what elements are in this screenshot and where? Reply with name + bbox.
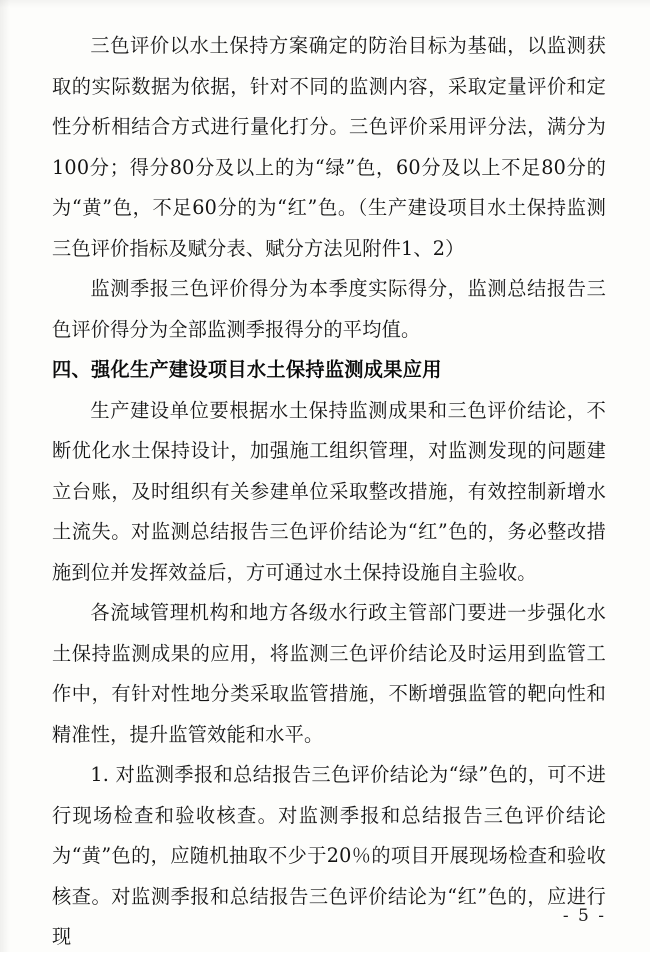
page-number: - 5 - xyxy=(562,906,606,926)
paragraph-quarterly-and-summary-score: 监测季报三色评价得分为本季度实际得分，监测总结报告三色评价得分为全部监测季报得分的平均值。 xyxy=(52,277,606,341)
paragraph-basin-authority-requirements: 各流域管理机构和地方各级水行政主管部门要进一步强化水土保持监测成果的应用，将监测三色评价结论及时运用到监管工作中，有针对性地分类采取监管措施，不断增强监管的靶向性和精准性，提升监管效能和水平。 xyxy=(52,601,606,746)
page-edge-shading-left xyxy=(0,0,10,952)
paragraph-item-one-inspection-rules: 1. 对监测季报和总结报告三色评价结论为“绿”色的，可不进行现场检查和验收核查。对监测季报和总结报告三色评价结论为“黄”色的，应随机抽取不少于20％的项目开展现场检查和验收核查。对监测季报和总结报告三色评价结论为“红”色的，应进行现 xyxy=(52,763,606,948)
section-heading-four: 四、强化生产建设项目水土保持监测成果应用 xyxy=(52,358,442,381)
page-edge-shading-top xyxy=(0,0,650,8)
paragraph-three-color-evaluation-basis: 三色评价以水土保持方案确定的防治目标为基础，以监测获取的实际数据为依据，针对不同的监测内容，采取定量评价和定性分析相结合方式进行量化打分。三色评价采用评分法，满分为100分；得分80分及以上的为“绿”色，60分及以上不足80分的为“黄”色，不足60分的为“红”色。（生产建设项目水土保持监测三色评价指标及赋分表、赋分方法见附件1、2） xyxy=(52,34,606,260)
paragraph-construction-unit-requirements: 生产建设单位要根据水土保持监测成果和三色评价结论，不断优化水土保持设计，加强施工组织管理，对监测发现的问题建立台账，及时组织有关参建单位采取整改措施，有效控制新增水土流失。对监测总结报告三色评价结论为“红”色的，务必整改措施到位并发挥效益后，方可通过水土保持设施自主验收。 xyxy=(52,398,606,584)
document-body xyxy=(52,26,606,958)
